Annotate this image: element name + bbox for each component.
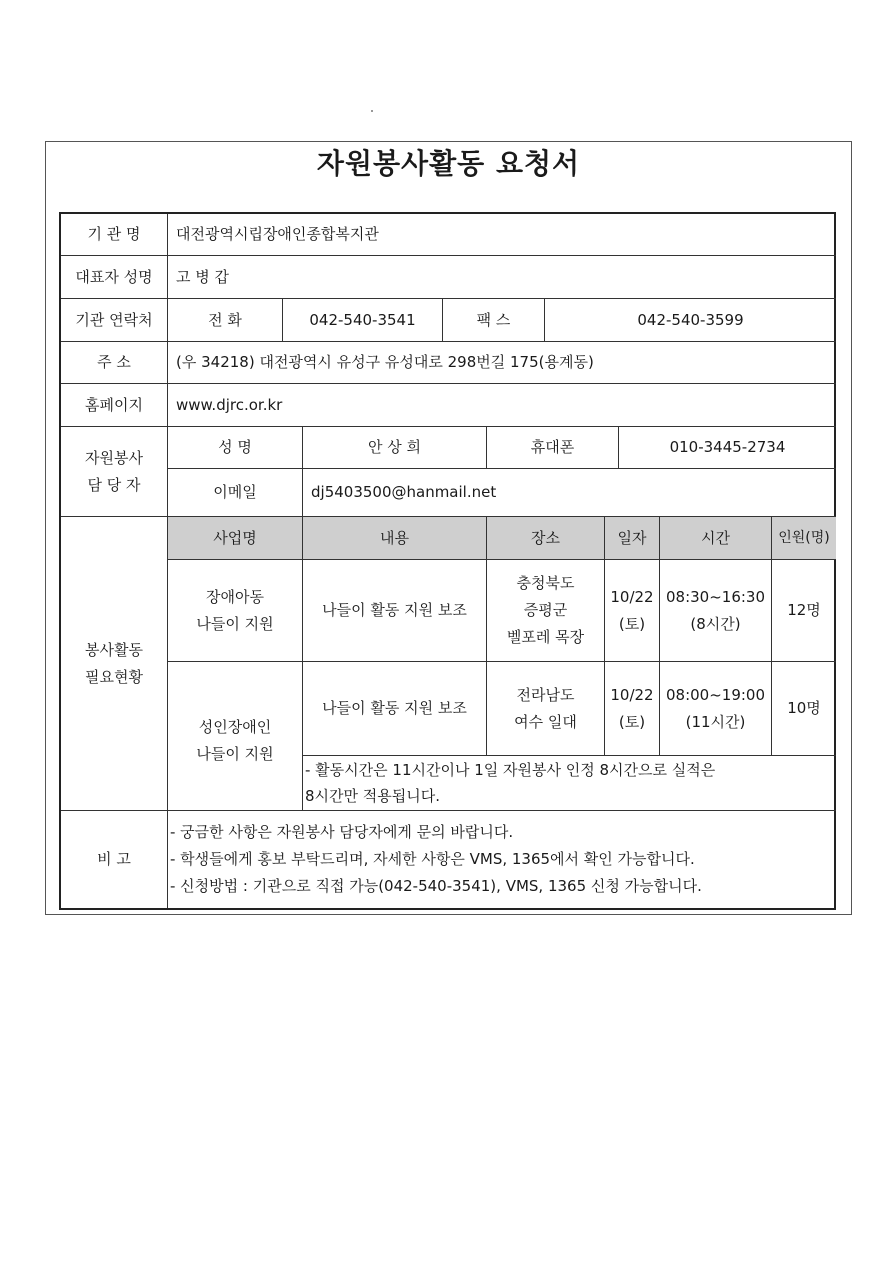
- scan-dot: [371, 110, 373, 112]
- org-value: 대전광역시립장애인종합복지관: [168, 214, 836, 256]
- row1-program: 장애아동 나들이 지원: [168, 560, 303, 662]
- fax-value: 042-540-3599: [545, 299, 836, 342]
- manager-label: 자원봉사 담 당 자: [61, 427, 168, 517]
- remarks-label: 비 고: [61, 811, 168, 908]
- form-table: [59, 212, 836, 910]
- row1-count: 12명: [772, 560, 836, 662]
- email-value: dj5403500@hanmail.net: [303, 469, 836, 517]
- row1-date: 10/22 (토): [605, 560, 660, 662]
- remark-item: - 신청방법 : 기관으로 직접 가능(042-540-3541), VMS, 1365 신청 가능합니다.: [170, 877, 702, 895]
- remark-item: - 학생들에게 홍보 부탁드리며, 자세한 사항은 VMS, 1365에서 확인 가능합니다.: [170, 850, 695, 868]
- header-program: 사업명: [168, 517, 303, 560]
- row2-place: 전라남도 여수 일대: [487, 662, 605, 756]
- org-label: 기 관 명: [61, 214, 168, 256]
- row1-time: 08:30~16:30 (8시간): [660, 560, 772, 662]
- phone-label: 전 화: [168, 299, 283, 342]
- homepage-value: www.djrc.or.kr: [168, 384, 836, 427]
- mobile-label: 휴대폰: [487, 427, 619, 469]
- email-label: 이메일: [168, 469, 303, 517]
- address-value: (우 34218) 대전광역시 유성구 유성대로 298번길 175(용계동): [168, 342, 836, 384]
- name-value: 안 상 희: [303, 427, 487, 469]
- row2-time: 08:00~19:00 (11시간): [660, 662, 772, 756]
- header-content: 내용: [303, 517, 487, 560]
- fax-label: 팩 스: [443, 299, 545, 342]
- name-label: 성 명: [168, 427, 303, 469]
- activity-note: - 활동시간은 11시간이나 1일 자원봉사 인정 8시간으로 실적은 8시간만 적용됩니다.: [303, 756, 836, 811]
- header-date: 일자: [605, 517, 660, 560]
- homepage-label: 홈페이지: [61, 384, 168, 427]
- header-time: 시간: [660, 517, 772, 560]
- remarks-list: [168, 811, 836, 908]
- row1-content: 나들이 활동 지원 보조: [303, 560, 487, 662]
- row2-program: 성인장애인 나들이 지원: [168, 662, 303, 811]
- rep-label: 대표자 성명: [61, 256, 168, 299]
- address-label: 주 소: [61, 342, 168, 384]
- header-count: 인원(명): [772, 517, 836, 560]
- phone-value: 042-540-3541: [283, 299, 443, 342]
- row2-content: 나들이 활동 지원 보조: [303, 662, 487, 756]
- contact-label: 기관 연락처: [61, 299, 168, 342]
- row2-date: 10/22 (토): [605, 662, 660, 756]
- page-title: 자원봉사활동 요청서: [316, 147, 581, 180]
- row1-place: 충청북도 증평군 벨포레 목장: [487, 560, 605, 662]
- header-place: 장소: [487, 517, 605, 560]
- row2-count: 10명: [772, 662, 836, 756]
- remark-item: - 궁금한 사항은 자원봉사 담당자에게 문의 바랍니다.: [170, 823, 514, 841]
- need-label: 봉사활동 필요현황: [61, 517, 168, 811]
- mobile-value: 010-3445-2734: [619, 427, 836, 469]
- rep-value: 고 병 갑: [168, 256, 836, 299]
